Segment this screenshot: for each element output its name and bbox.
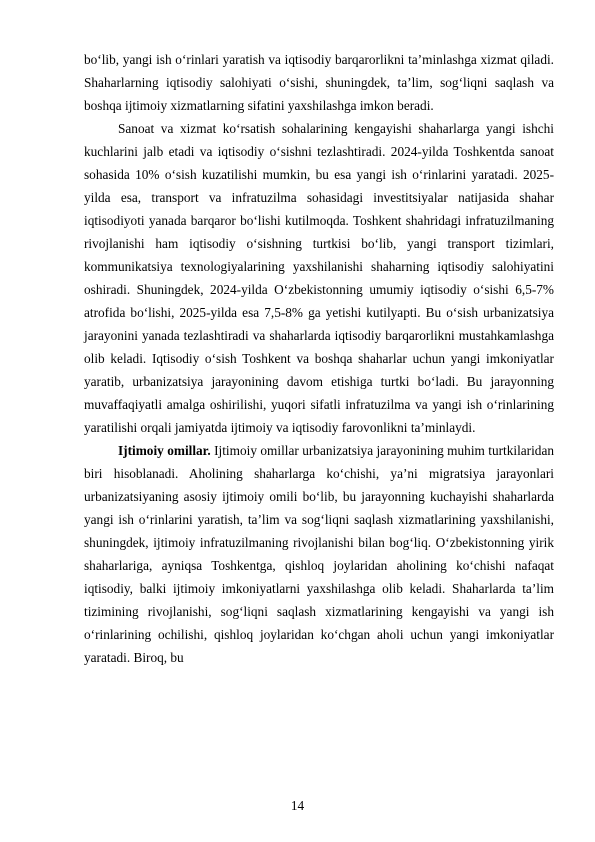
paragraph-3	[84, 439, 554, 669]
paragraph-1-text: bo‘lib, yangi ish o‘rinlari yaratish va iqtisodiy barqarorlikni ta’minlashga xizmat qiladi. Shaharlarning iqtisodiy salohiyati o‘sishi, shuningdek, ta’lim, sog‘liqni saqlash va boshqa ijtimoiy xizmatlarning sifatini yaxshilashga imkon beradi.	[84, 52, 554, 113]
section-heading-ijtimoiy-omillar: Ijtimoiy omillar.	[118, 443, 211, 458]
page-number: 14	[290, 798, 305, 813]
body-text	[84, 48, 554, 669]
paragraph-2	[84, 117, 554, 439]
paragraph-1	[84, 48, 554, 117]
paragraph-3-text: Ijtimoiy omillar urbanizatsiya jarayonining muhim turtkilaridan biri hisoblanadi. Aholining shaharlarga ko‘chishi, ya’ni migratsiya jarayonlari urbanizatsiyaning asosiy ijtimoiy omili bo‘lib, bu jarayonning kuchayishi shaharlarda yangi ish o‘rinlarini yaratish, ta’lim va sog‘liqni saqlash xizmatlarining yaxshilanishi, shuningdek, ijtimoiy infratuzilmaning rivojlanishi bilan bog‘liq. O‘zbekistonning yirik shaharlariga, ayniqsa Toshkentga, qishloq joylaridan aholining ko‘chishi nafaqat iqtisodiy, balki ijtimoiy imkoniyatlarni yaxshilashga olib keladi. Shaharlarda ta’lim tizimining rivojlanishi, sog‘liqni saqlash xizmatlarining kengayishi va yangi ish o‘rinlarining ochilishi, qishloq joylaridan ko‘chgan aholi uchun yangi imkoniyatlar yaratadi. Biroq, bu	[84, 443, 555, 665]
paragraph-2-text: Sanoat va xizmat ko‘rsatish sohalarining kengayishi shaharlarga yangi ishchi kuchlarini jalb etadi va iqtisodiy o‘sishni tezlashtiradi. 2024-yilda Toshkentda sanoat sohasida 10% o‘sish kuzatilishi mumkin, bu esa yangi ish o‘rinlarini yaratadi. 2025-yilda esa, transport va infratuzilma sohasidagi investitsiyalar natijasida shahar iqtisodiyoti yanada barqaror bo‘lishi kutilmoqda. Toshkent shahridagi infratuzilmaning rivojlanishi ham iqtisodiy o‘sishning turtkisi bo‘lib, yangi transport tizimlari, kommunikatsiya texnologiyalarining yaxshilanishi shaharning iqtisodiy salohiyatini oshiradi. Shuningdek, 2024-yilda O‘zbekistonning umumiy iqtisodiy o‘sishi 6,5-7% atrofida bo‘lishi, 2025-yilda esa 7,5-8% ga yetishi kutilyapti. Bu o‘sish urbanizatsiya jarayonini yanada tezlashtiradi va shaharlarda iqtisodiy barqarorlikni mustahkamlashga olib keladi. Iqtisodiy o‘sish Toshkent va boshqa shaharlar uchun yangi imkoniyatlar yaratib, urbanizatsiya jarayonining davom etishiga turtki bo‘ladi. Bu jarayonning muvaffaqiyatli amalga oshirilishi, yuqori sifatli infratuzilma va yangi ish o‘rinlarining yaratilishi orqali jamiyatda ijtimoiy va iqtisodiy farovonlikni ta’minlaydi.	[84, 121, 554, 435]
